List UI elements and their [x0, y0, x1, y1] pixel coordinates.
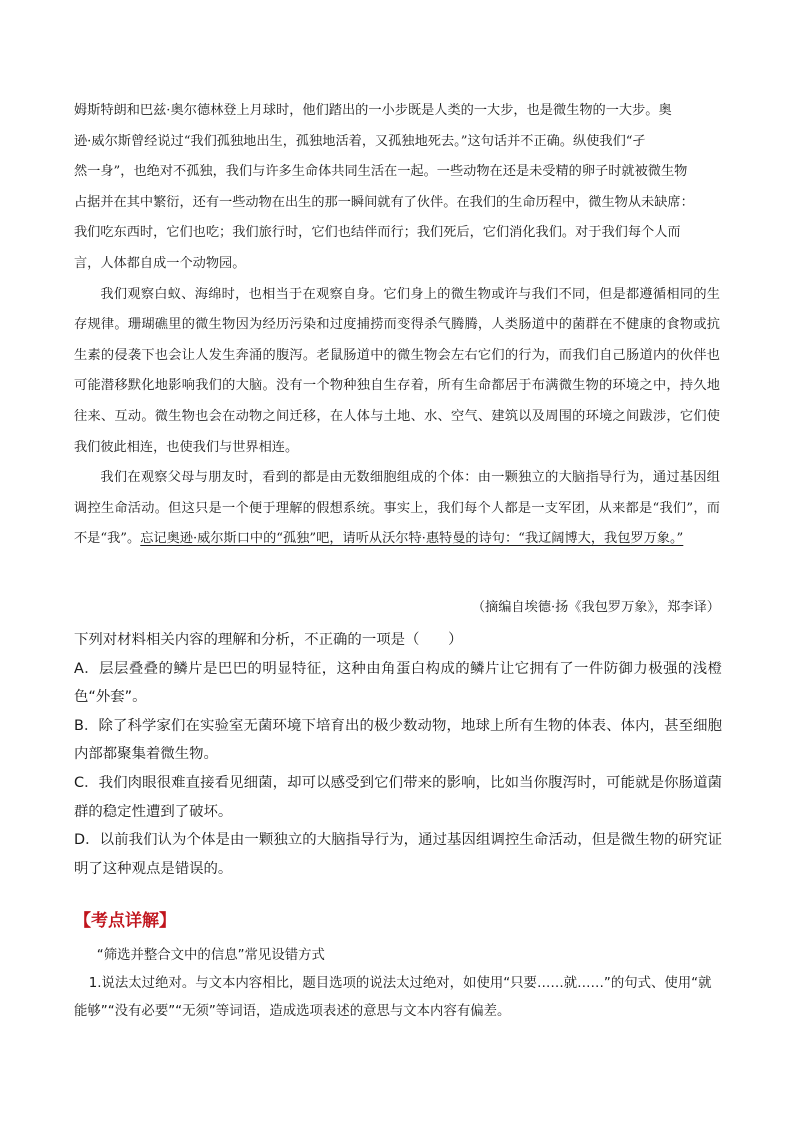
passage-line: 姆斯特朗和巴兹·奥尔德林登上月球时，他们踏出的一小步既是人类的一大步，也是微生物的一大步。奥: [74, 103, 672, 118]
section-header: 【考点详解】: [74, 911, 176, 931]
question-stem: 下列对材料相关内容的理解和分析，不正确的一项是（ ）: [74, 632, 463, 648]
reading-passage: [74, 96, 720, 555]
exam-point-details: [74, 942, 722, 1026]
option-d: D．以前我们认为个体是由一颗独立的大脑指导行为，通过基因组调控生命活动，但是微生物的研究证明了这种观点是错误的。: [74, 832, 722, 877]
passage-paragraph-2: 我们观察白蚁、海绵时，也相当于在观察自身。它们身上的微生物或许与我们不同，但是都遵循相同的生存规律。珊瑚礁里的微生物因为经历污染和过度捕捞而变得杀气腾腾，人类肠道中的菌群在不健康的食物或抗生素的侵袭下也会让人发生奔涌的腹泻。老鼠肠道中的微生物会左右它们的行为，而我们自己肠道内的伙伴也可能潜移默化地影响我们的大脑。没有一个物种独自生存着，所有生命都居于布满微生物的环境之中，持久地往来、互动。微生物也会在动物之间迁移，在人体与土地、水、空气、建筑以及周围的环境之间跋涉，它们使我们彼此相连，也使我们与世界相连。: [74, 286, 720, 455]
underlined-quote: 忘记奥逊·威尔斯口中的“孤独”吧，请听从沃尔特·惠特曼的诗句：“我辽阔博大，我包罗万象。”: [140, 531, 684, 547]
detail-subtitle: “筛选并整合文中的信息”常见设错方式: [96, 948, 325, 963]
question-block: [74, 626, 722, 883]
passage-line: 我们吃东西时，它们也吃；我们旅行时，它们也结伴而行；我们死后，它们消化我们。对于我们每个人而: [74, 225, 681, 241]
passage-paragraph-3: [74, 463, 720, 555]
passage-line: 言，人体都自成一个动物园。: [74, 255, 246, 271]
passage-line: 占据并在其中繁衍，还有一些动物在出生的那一瞬间就有了伙伴。在我们的生命历程中，微生物从未缺席：: [74, 194, 694, 210]
option-a: A．层层叠叠的鳞片是巴巴的明显特征，这种由角蛋白构成的鳞片让它拥有了一件防御力极强的浅橙色“外套”。: [74, 660, 722, 706]
passage-line: 逊·威尔斯曾经说过“我们孤独地出生，孤独地活着，又孤独地死去。”这句话并不正确。纵使我们“孑: [74, 133, 646, 149]
passage-line: 然一身”，也绝对不孤独，我们与许多生命体共同生活在一起。一些动物在还是未受精的卵子时就被微生物: [74, 164, 688, 180]
option-c: C．我们肉眼很难直接看见细菌，却可以感受到它们带来的影响，比如当你腹泻时，可能就是你肠道菌群的稳定性遭到了破坏。: [74, 774, 722, 820]
passage-paragraph-1: [74, 96, 720, 280]
passage-paragraph-3-text: 我们在观察父母与朋友时，看到的都是由无数细胞组成的个体：由一颗独立的大脑指导行为，通过基因组调控生命活动。但这只是一个便于理解的假想系统。事实上，我们每个人都是一支军团，从来都是“我们”，而不是“我”。: [74, 470, 720, 547]
detail-point-1: 1.说法太过绝对。与文本内容相比，题目选项的说法太过绝对，如使用“只要……就……”的句式、使用“就能够”“没有必要”“无须”等词语，造成选项表述的意思与文本内容有偏差。: [74, 976, 712, 1019]
option-b: B．除了科学家们在实验室无菌环境下培育出的极少数动物，地球上所有生物的体表、体内，甚至细胞内部都聚集着微生物。: [74, 717, 722, 763]
source-citation: （摘编自埃德·扬《我包罗万象》，郑李译）: [471, 600, 720, 615]
